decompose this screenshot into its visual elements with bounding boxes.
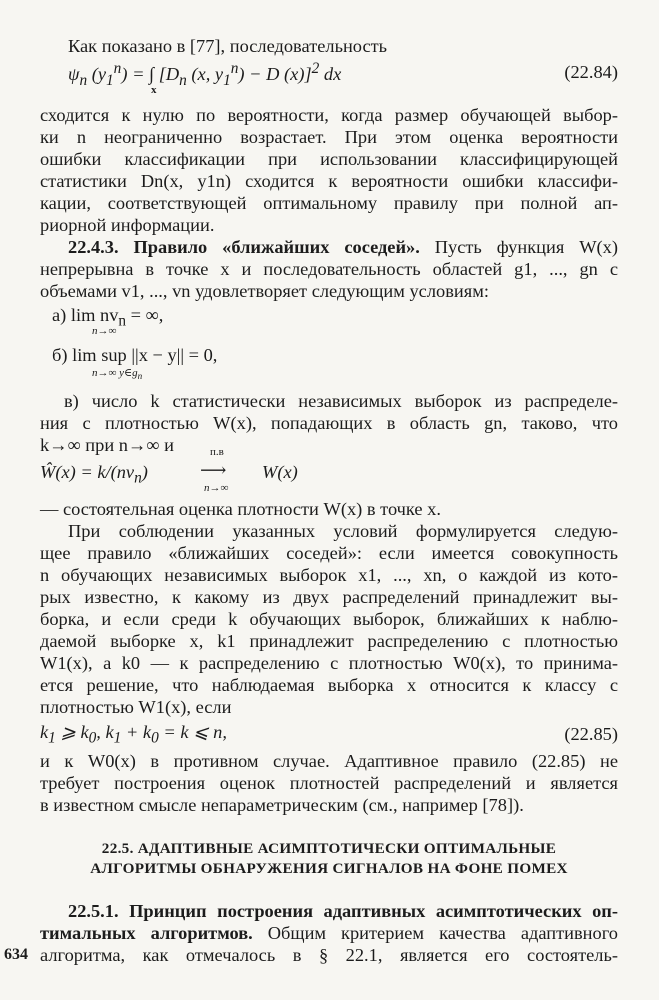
- convergence-arrow: ⟶: [200, 460, 227, 480]
- text-line: в) число k статистически независимых выборок из распределе-: [64, 391, 618, 411]
- text-line: риорной информации.: [40, 215, 215, 235]
- subsection-heading-22-4-3: 22.4.3. Правило «ближайших соседей».: [68, 237, 420, 257]
- text-line: k→∞ при n→∞ и: [40, 435, 174, 455]
- text-line: n обучающих независимых выборок x1, ..., xn, о каждой из кото-: [40, 565, 618, 585]
- text-line: W1(x), а k0 — к распределению с плотностью W0(x), то принима-: [40, 653, 618, 673]
- density-function: W(x): [262, 462, 298, 482]
- text-line: требует построения оценок плотностей распределений и является: [40, 773, 618, 793]
- text-line: Как показано в [77], последовательность: [68, 36, 388, 56]
- equation-22-84: $\psi_n$ $(y_1^n)$ = ∫ [$D_n$ (x, $y_1^n) - D$ (x)]$^2$ dx: [68, 60, 342, 89]
- limit-sup-subscript: n→∞ $y\in g_n$: [92, 367, 143, 382]
- text-line: и к W0(x) в противном случае. Адаптивное правило (22.85) не: [40, 751, 618, 771]
- text-line: — состоятельная оценка плотности W(x) в точке x.: [40, 499, 441, 519]
- text-line: При соблюдении указанных условий формулируется следую-: [68, 521, 618, 541]
- text-line: ния с плотностью W(x), попадающих в область gn, таково, что: [40, 413, 618, 433]
- text-line: ошибки классификации при использовании классифицирующей: [40, 149, 618, 169]
- text-line: плотностью W1(x), если: [40, 697, 232, 717]
- subsection-22-4-3-line: 22.4.3. Правило «ближайших соседей». Пусть функция W(x): [68, 237, 618, 257]
- integral-subscript: x: [151, 84, 157, 96]
- text-line: алгоритма, как отмечалось в § 22.1, является его состоятель-: [40, 945, 618, 965]
- limit-subscript: n→∞: [92, 325, 117, 337]
- convergence-label: п.в: [210, 446, 224, 458]
- arrow-subscript: n→∞: [204, 482, 229, 494]
- density-estimate-equation: Ŵ(x) = $k/(nv_n)$: [40, 462, 148, 487]
- text-line: щее правило «ближайших соседей»: если имеется совокупность: [40, 543, 618, 563]
- subsection-22-5-1-line: тимальных алгоритмов. Общим критерием качества адаптивного: [40, 923, 618, 943]
- text-line: ется решение, что наблюдаемая выборка x относится к классу с: [40, 675, 618, 695]
- text-line: в известном смысле непараметрическим (см., например [78]).: [40, 795, 524, 815]
- text-line: рых известно, к какому из двух распределений принадлежит вы-: [40, 587, 618, 607]
- section-title-22-5-line2: АЛГОРИТМЫ ОБНАРУЖЕНИЯ СИГНАЛОВ НА ФОНЕ ПОМЕХ: [90, 860, 568, 877]
- text-line: ки n неограниченно возрастает. При этом оценка вероятности: [40, 127, 618, 147]
- text-line: борка, и если среди k обучающих выборок, ближайших к наблю-: [40, 609, 618, 629]
- text-line: статистики Dn(x, y1n) сходится к вероятности ошибки классифи-: [40, 171, 618, 191]
- text-line: даемой выборке x, k1 принадлежит распределению с плотностью: [40, 631, 618, 651]
- section-title-22-5-line1: 22.5. АДАПТИВНЫЕ АСИМПТОТИЧЕСКИ ОПТИМАЛЬНЫЕ: [101, 840, 557, 857]
- page-number: 634: [4, 946, 28, 963]
- text-line: сходится к нулю по вероятности, когда размер обучающей выбор-: [40, 105, 618, 125]
- condition-b: б) lim sup ||x − y|| = 0,: [52, 345, 218, 365]
- text-line: объемами v1, ..., vn удовлетворяет следующим условиям:: [40, 281, 489, 301]
- equation-22-85: $k_1$ ⩾ $k_0$, $k_1 + k_0 = k$ ⩽ n,: [40, 722, 227, 747]
- condition-a: а) $\lim nv_n$ = ∞,: [52, 305, 164, 330]
- text-line: кации, соответствующей оптимальному правилу при полной ап-: [40, 193, 618, 213]
- text-line: непрерывна в точке x и последовательность областей g1, ..., gn с: [40, 259, 618, 279]
- subsection-heading-22-5-1: 22.5.1. Принцип построения адаптивных асимптотических оп-: [68, 901, 618, 921]
